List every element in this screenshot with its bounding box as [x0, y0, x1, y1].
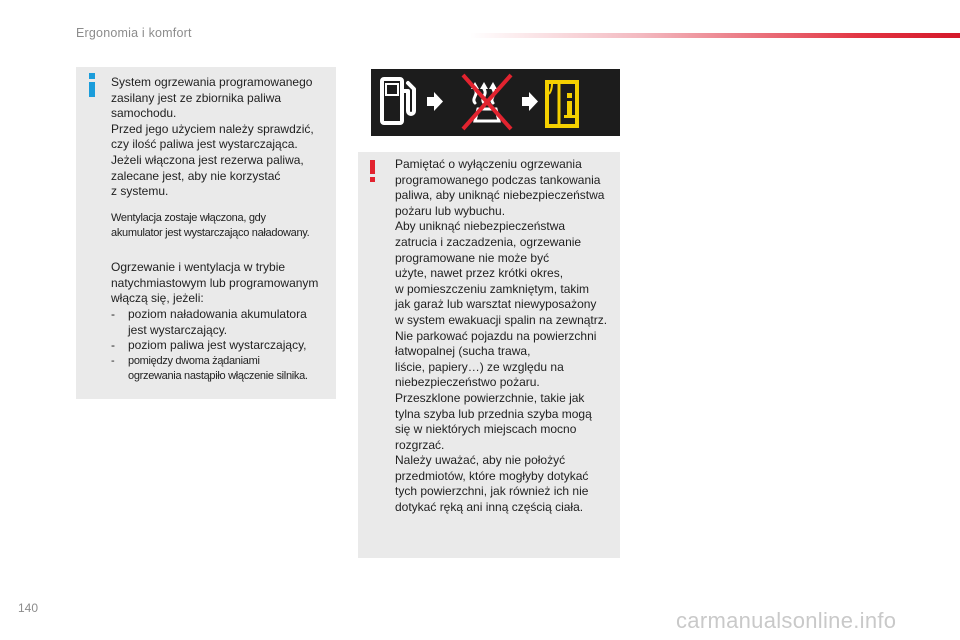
condition-text: poziom naładowania akumulatora jest wystarczający.: [128, 307, 307, 337]
manual-info-icon: [547, 82, 577, 126]
arrow-right-icon: [522, 92, 538, 111]
header-accent-bar: [470, 33, 960, 38]
watermark: carmanualsonline.info: [676, 608, 897, 633]
list-item: [111, 307, 333, 338]
list-item: [111, 354, 333, 384]
info-icon: [87, 73, 97, 97]
info-paragraph-conditions-intro: Ogrzewanie i wentylacja w trybie natychmiastowym lub programowanym włączą się, jeżeli:: [111, 260, 319, 306]
list-bullet: -: [111, 307, 115, 321]
info-paragraph-fuel: System ogrzewania programowanego zasilany jest ze zbiornika paliwa samochodu. Przed jego użyciem należy sprawdzić, czy ilość paliwa jest wystarczająca. Jeżeli włączona jest rezerwa paliwa, zalecane jest, aby nie korzystać z systemu.: [111, 75, 314, 199]
warning-text: Pamiętać o wyłączeniu ogrzewania programowanego podczas tankowania paliwa, aby uniknąć niebezpieczeństwa pożaru lub wybuchu. Aby uniknąć niebezpieczeństwa zatrucia i zaczadzenia, ogrzewanie programowane nie może być użyte, nawet przez krótki okres, w pomieszczeniu zamkniętym, takim jak garaż lub warsztat niewyposażony w system ewakuacji spalin na zewnątrz. Nie parkować pojazdu na powierzchni łatwopalnej (sucha trawa, liście, papiery…) ze względu na niebezpieczeństwo pożaru. Przeszklone powierzchnie, takie jak tylna szyba lub przednia szyba mogą się w niektórych miejscach mocno rozgrzać. Należy uważać, aby nie położyć przedmiotów, które mogłyby dotykać tych powierzchni, jak również ich nie dotykać ręką ani inną częścią ciała.: [395, 157, 608, 515]
warning-exclamation-icon: [368, 160, 378, 184]
condition-text: poziom paliwa jest wystarczający,: [128, 338, 307, 353]
list-item: [111, 338, 333, 354]
info-paragraph-ventilation: Wentylacja zostaje włączona, gdy akumulator jest wystarczająco naładowany.: [111, 212, 310, 239]
pictogram-svg: [371, 69, 620, 136]
conditions-list: [111, 307, 333, 384]
page-number: 140: [18, 601, 39, 615]
list-bullet: -: [111, 354, 115, 367]
heater-crossed-icon: [463, 75, 511, 129]
arrow-right-icon: [427, 92, 443, 111]
list-bullet: -: [111, 338, 115, 353]
section-title: Ergonomia i komfort: [76, 26, 192, 40]
condition-text: pomiędzy dwoma żądaniami ogrzewania nastąpiło włączenie silnika.: [128, 354, 308, 382]
fuel-heater-pictogram: [371, 69, 620, 136]
